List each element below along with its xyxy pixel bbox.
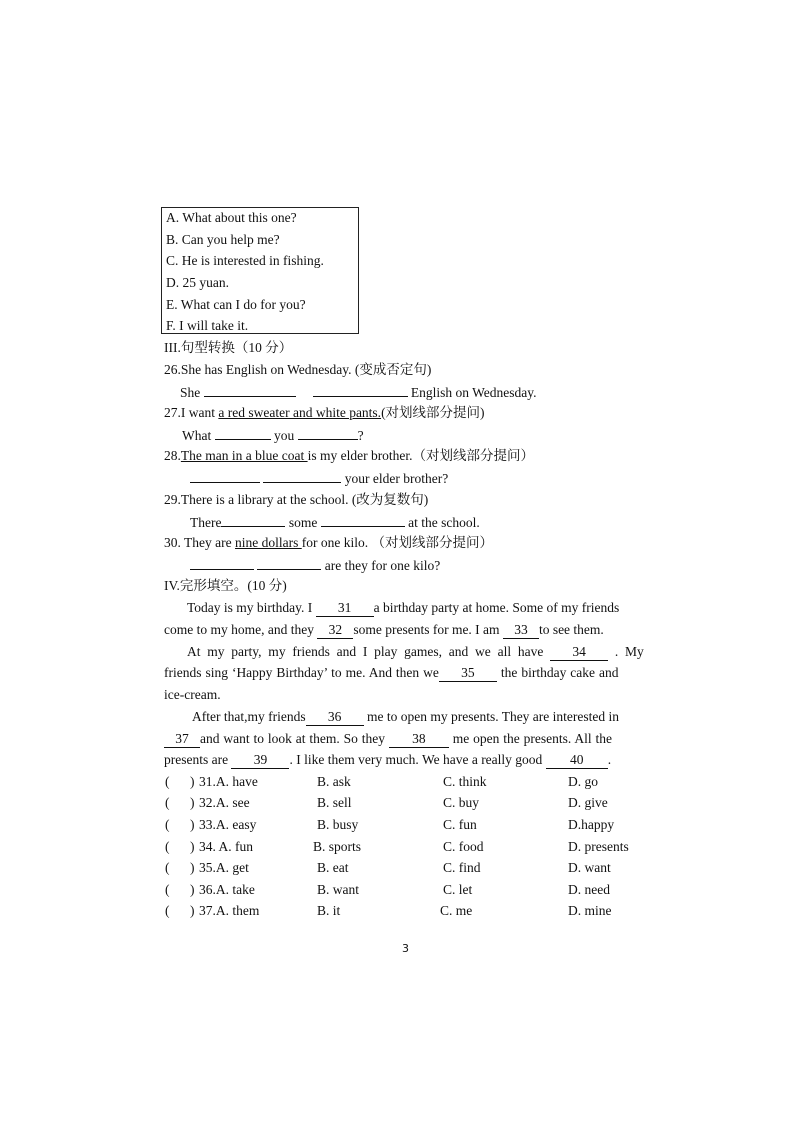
- choice-a: 31.A. have: [199, 774, 258, 789]
- choice-c: C. me: [440, 903, 473, 918]
- option-e: E. What can I do for you?: [166, 297, 306, 312]
- passage-text: .: [607, 752, 612, 767]
- q29-tail: at the school.: [408, 515, 480, 530]
- q28-answer-line: [190, 469, 448, 488]
- answer-paren-close: ): [190, 774, 195, 789]
- q26-blank-1[interactable]: [204, 383, 296, 397]
- answer-paren-close: ): [190, 903, 195, 918]
- passage-p3-line3: [164, 751, 611, 769]
- passage-p3-line2: [164, 730, 612, 748]
- choice-a: 36.A. take: [199, 882, 255, 897]
- q27-pre: 27.I want: [164, 405, 219, 420]
- blank-38[interactable]: 38: [389, 731, 449, 748]
- q27-answer-line: [182, 426, 364, 445]
- choice-b: B. sports: [313, 839, 362, 854]
- q30-prompt: [164, 534, 493, 552]
- answer-paren-open[interactable]: (: [165, 882, 170, 897]
- q29-lead: There: [190, 515, 222, 530]
- q27-blank-1[interactable]: [215, 426, 271, 440]
- passage-text: to see them.: [538, 622, 604, 637]
- q28-pre: 28.: [164, 448, 181, 463]
- passage-text: the birthday cake and: [500, 665, 619, 680]
- option-c: C. He is interested in fishing.: [166, 253, 324, 268]
- answer-paren-close: ): [190, 882, 195, 897]
- answer-paren-close: ): [190, 860, 195, 875]
- answer-paren-open[interactable]: (: [165, 795, 170, 810]
- passage-text: a birthday party at home. Some of my friends: [373, 600, 620, 615]
- blank-39[interactable]: 39: [231, 752, 289, 769]
- blank-31[interactable]: 31: [316, 600, 374, 617]
- passage-text: me to open my presents. They are interested in: [366, 709, 620, 724]
- passage-text: presents are: [164, 752, 229, 767]
- passage-text: some presents for me. I am: [353, 622, 500, 637]
- q27-post: (对划线部分提问): [381, 405, 485, 420]
- blank-37[interactable]: 37: [164, 731, 200, 748]
- choice-c: C. find: [443, 860, 481, 875]
- section-3-title: III.句型转换（10 分）: [164, 340, 293, 355]
- choice-d: D. presents: [568, 839, 629, 854]
- passage-text: At my party, my friends and I play games, and we all have: [187, 644, 544, 659]
- passage-p2-line2: [164, 664, 618, 682]
- q30-answer-line: [190, 556, 440, 575]
- q27-blank-2[interactable]: [298, 426, 358, 440]
- choice-b: B. it: [317, 903, 341, 918]
- passage-p3-line1: [192, 708, 619, 726]
- q30-blank-2[interactable]: [257, 556, 321, 570]
- answer-paren-open[interactable]: (: [165, 860, 170, 875]
- choice-a: 34. A. fun: [199, 839, 253, 854]
- q29-prompt: 29.There is a library at the school. (改为复数句): [164, 492, 429, 507]
- options-box: [161, 207, 359, 334]
- choice-d: D. give: [568, 795, 608, 810]
- choice-d: D.happy: [568, 817, 615, 832]
- q28-underlined: The man in a blue coat: [180, 448, 308, 463]
- answer-paren-open[interactable]: (: [165, 774, 170, 789]
- choice-d: D. go: [568, 774, 598, 789]
- choice-b: B. want: [317, 882, 359, 897]
- answer-paren-close: ): [190, 839, 195, 854]
- option-f: F. I will take it.: [166, 318, 249, 333]
- choice-c: C. buy: [443, 795, 480, 810]
- choice-a: 33.A. easy: [199, 817, 257, 832]
- q26-tail: English on Wednesday.: [410, 385, 537, 400]
- blank-33[interactable]: 33: [503, 622, 539, 639]
- blank-34[interactable]: 34: [550, 644, 608, 661]
- option-b: B. Can you help me?: [166, 232, 280, 247]
- q30-blank-1[interactable]: [190, 556, 254, 570]
- choice-a: 35.A. get: [199, 860, 249, 875]
- q28-tail: your elder brother?: [344, 471, 449, 486]
- option-a: A. What about this one?: [166, 210, 297, 225]
- blank-35[interactable]: 35: [439, 665, 497, 682]
- passage-p2-line3: ice-cream.: [164, 687, 221, 702]
- passage-p2-line1: [187, 643, 644, 661]
- option-d: D. 25 yuan.: [166, 275, 229, 290]
- choice-c: C. fun: [443, 817, 477, 832]
- q30-underlined: nine dollars: [234, 535, 302, 550]
- q29-blank-1[interactable]: [221, 513, 285, 527]
- q27-lead: What: [182, 428, 212, 443]
- choice-d: D. want: [568, 860, 611, 875]
- answer-paren-open[interactable]: (: [165, 839, 170, 854]
- choice-d: D. need: [568, 882, 610, 897]
- q30-tail: are they for one kilo?: [324, 558, 441, 573]
- q29-answer-line: [190, 513, 480, 532]
- passage-text: Today is my birthday. I: [187, 600, 313, 615]
- choice-c: C. let: [443, 882, 473, 897]
- q26-answer-line: [180, 383, 537, 402]
- passage-text: . I like them very much. We have a really good: [289, 752, 543, 767]
- passage-text: and want to look at them. So they: [200, 731, 385, 746]
- choice-b: B. ask: [317, 774, 351, 789]
- q28-prompt: [164, 447, 534, 465]
- choice-c: C. food: [443, 839, 484, 854]
- answer-paren-close: ): [190, 817, 195, 832]
- q30-post: for one kilo. （对划线部分提问）: [301, 535, 493, 550]
- q26-prompt: 26.She has English on Wednesday. (变成否定句): [164, 362, 432, 377]
- blank-36[interactable]: 36: [306, 709, 364, 726]
- passage-p1-line1: [187, 599, 619, 617]
- choice-b: B. sell: [317, 795, 352, 810]
- blank-32[interactable]: 32: [317, 622, 353, 639]
- q26-lead: She: [180, 385, 201, 400]
- q26-blank-2[interactable]: [313, 383, 408, 397]
- choice-a: 37.A. them: [199, 903, 260, 918]
- q29-mid: some: [288, 515, 318, 530]
- q28-blank-1[interactable]: [190, 469, 260, 483]
- q27-tail: ?: [357, 428, 364, 443]
- q27-underlined: a red sweater and white pants.: [218, 405, 382, 420]
- choice-b: B. busy: [317, 817, 359, 832]
- passage-text: come to my home, and they: [164, 622, 314, 637]
- q29-blank-2[interactable]: [321, 513, 405, 527]
- q27-mid: you: [274, 428, 295, 443]
- choice-a: 32.A. see: [199, 795, 250, 810]
- choice-b: B. eat: [317, 860, 349, 875]
- answer-paren-open[interactable]: (: [165, 817, 170, 832]
- q28-post: is my elder brother.（对划线部分提问）: [307, 448, 535, 463]
- q27-prompt: [164, 404, 485, 422]
- passage-text: me open the presents. All the: [452, 731, 612, 746]
- passage-p1-line2: [164, 621, 604, 639]
- passage-text: After that,my friends: [192, 709, 306, 724]
- choice-d: D. mine: [568, 903, 612, 918]
- choice-c: C. think: [443, 774, 487, 789]
- q30-pre: 30. They are: [164, 535, 235, 550]
- blank-40[interactable]: 40: [546, 752, 608, 769]
- page-number: 3: [402, 942, 409, 955]
- answer-paren-close: ): [190, 795, 195, 810]
- q28-blank-2[interactable]: [263, 469, 341, 483]
- passage-text: . My: [614, 644, 644, 659]
- section-4-title: IV.完形填空。(10 分): [164, 578, 287, 593]
- answer-paren-open[interactable]: (: [165, 903, 170, 918]
- passage-text: friends sing ‘Happy Birthday’ to me. And then we: [164, 665, 439, 680]
